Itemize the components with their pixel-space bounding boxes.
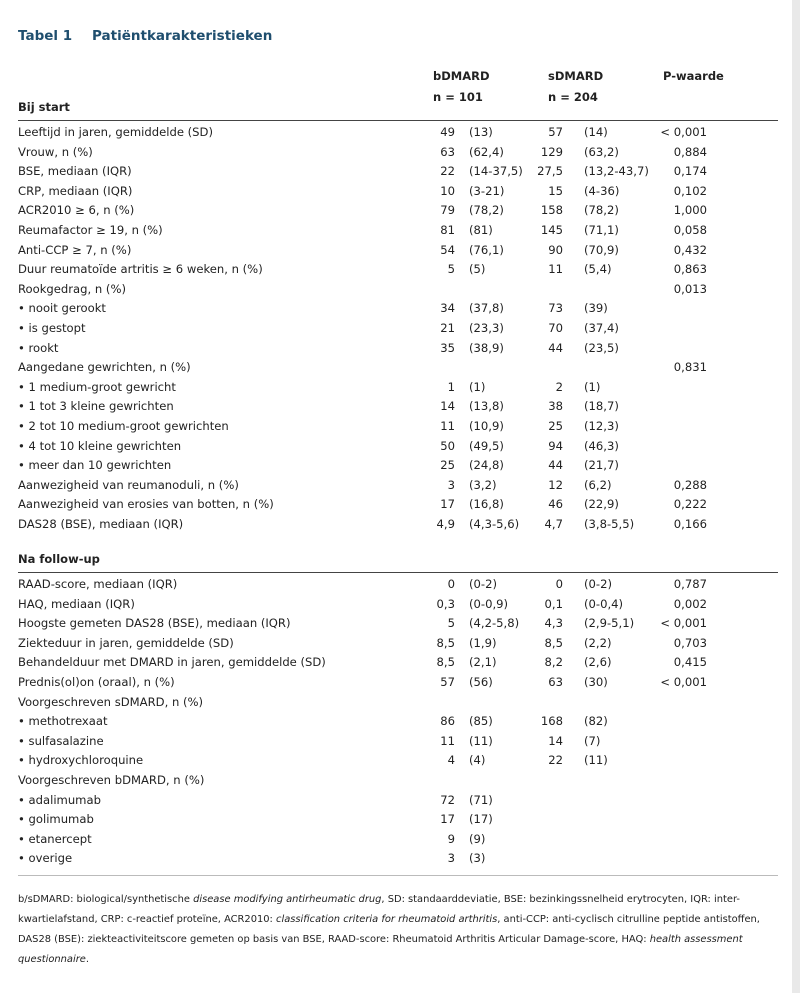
- row-label: Duur reumatoïde artritis ≥ 6 weken, n (%): [18, 262, 263, 277]
- row-label: • sulfasalazine: [18, 733, 104, 748]
- sdmard-value: 44: [548, 340, 563, 355]
- sdmard-value: 0: [555, 577, 563, 591]
- row-label: • 1 tot 3 kleine gewrichten: [18, 399, 174, 414]
- sdmard-value: 12: [548, 477, 563, 492]
- row-label: Anti-CCP ≥ 7, n (%): [18, 242, 132, 257]
- bdmard-value: 81: [440, 223, 455, 237]
- bdmard-percent: (3): [469, 851, 486, 866]
- sdmard-percent: (1): [584, 379, 601, 394]
- sdmard-percent: (0-2): [584, 577, 612, 591]
- row-label: • 4 tot 10 kleine gewrichten: [18, 438, 182, 453]
- bdmard-value: 17: [440, 497, 455, 512]
- table-row: [0, 773, 792, 793]
- section-divider: [18, 572, 778, 573]
- row-label: BSE, mediaan (IQR): [18, 164, 132, 179]
- row-label: Ziekteduur in jaren, gemiddelde (SD): [18, 635, 234, 650]
- bdmard-value: 4: [447, 753, 455, 768]
- bdmard-value: 63: [440, 144, 455, 159]
- row-label: • 1 medium-groot gewricht: [18, 379, 176, 394]
- row-label: Aanwezigheid van erosies van botten, n (%): [18, 497, 274, 512]
- table-row: [0, 636, 792, 656]
- table-title: [18, 28, 272, 44]
- section-title-followup: Na follow-up: [18, 552, 100, 566]
- bdmard-value: 0: [447, 577, 455, 591]
- sdmard-percent: (2,2): [584, 635, 612, 650]
- bdmard-percent: (13,8): [469, 399, 504, 414]
- table-row: [0, 851, 792, 871]
- p-value: 1,000: [673, 203, 707, 218]
- sdmard-percent: (37,4): [584, 321, 619, 335]
- bdmard-percent: (56): [469, 675, 493, 689]
- sdmard-percent: (18,7): [584, 399, 619, 414]
- sdmard-value: 168: [540, 714, 563, 729]
- bdmard-percent: (3-21): [469, 183, 505, 198]
- footnote-text: , SD: standaarddeviatie, BSE: bezinkingssnelheid erytrocyten, IQR: inter-kwartielafstand, CRP: c-reactief proteïne, ACR2010:: [18, 894, 740, 925]
- sdmard-percent: (82): [584, 714, 608, 729]
- table-row: [0, 282, 792, 302]
- table-row: [0, 695, 792, 715]
- sdmard-percent: (7): [584, 733, 601, 748]
- table-row: [0, 616, 792, 636]
- bdmard-value: 8,5: [436, 635, 455, 650]
- bdmard-value: 0,3: [436, 596, 455, 611]
- sdmard-value: 46: [548, 497, 563, 512]
- bdmard-value: 8,5: [436, 655, 455, 670]
- sdmard-value: 4,7: [544, 517, 563, 531]
- sdmard-percent: (3,8-5,5): [584, 517, 635, 531]
- row-label: • adalimumab: [18, 792, 101, 807]
- bdmard-percent: (37,8): [469, 301, 504, 316]
- p-value: 0,863: [673, 262, 707, 277]
- row-label: • golimumab: [18, 812, 94, 827]
- table-row: [0, 360, 792, 380]
- table-row: [0, 597, 792, 617]
- row-label: HAQ, mediaan (IQR): [18, 596, 135, 611]
- table-row: [0, 577, 792, 597]
- bdmard-percent: (13): [469, 125, 493, 139]
- sdmard-percent: (39): [584, 301, 608, 316]
- p-value: 0,013: [673, 281, 707, 296]
- bdmard-percent: (71): [469, 792, 493, 807]
- sdmard-percent: (22,9): [584, 497, 619, 512]
- table-row: [0, 655, 792, 675]
- sdmard-value: 57: [548, 125, 563, 139]
- column-header-pvalue: P-waarde: [663, 69, 724, 83]
- bdmard-value: 50: [440, 438, 455, 453]
- sdmard-value: 8,5: [544, 635, 563, 650]
- row-label: ACR2010 ≥ 6, n (%): [18, 203, 135, 218]
- bdmard-value: 49: [440, 125, 455, 139]
- sdmard-value: 63: [548, 675, 563, 689]
- sdmard-percent: (12,3): [584, 419, 619, 433]
- sdmard-percent: (14): [584, 125, 608, 139]
- bdmard-percent: (4,2-5,8): [469, 616, 520, 631]
- sdmard-percent: (5,4): [584, 262, 612, 277]
- table-row: [0, 223, 792, 243]
- bdmard-value: 5: [447, 262, 455, 277]
- row-label: • nooit gerookt: [18, 301, 106, 316]
- table-row: [0, 203, 792, 223]
- sdmard-percent: (71,1): [584, 223, 619, 237]
- row-label: • methotrexaat: [18, 714, 108, 729]
- p-value: 0,703: [673, 635, 707, 650]
- bdmard-percent: (5): [469, 262, 486, 277]
- page-edge: [792, 0, 800, 993]
- row-label: Aanwezigheid van reumanoduli, n (%): [18, 477, 239, 492]
- bdmard-percent: (14-37,5): [469, 164, 523, 179]
- sdmard-value: 15: [548, 183, 563, 198]
- column-header-sdmard-n: n = 204: [548, 90, 598, 104]
- bdmard-value: 11: [440, 733, 455, 748]
- bdmard-value: 3: [447, 477, 455, 492]
- row-label: • overige: [18, 851, 73, 866]
- column-header-bdmard-n: n = 101: [433, 90, 483, 104]
- p-value: 0,002: [673, 596, 707, 611]
- row-label: Rookgedrag, n (%): [18, 281, 126, 296]
- bdmard-percent: (38,9): [469, 340, 504, 355]
- bdmard-value: 3: [447, 851, 455, 866]
- row-label: Prednis(ol)on (oraal), n (%): [18, 675, 175, 689]
- table-row: [0, 301, 792, 321]
- row-label: DAS28 (BSE), mediaan (IQR): [18, 517, 184, 531]
- bdmard-value: 72: [440, 792, 455, 807]
- table-row: [0, 380, 792, 400]
- table-row: [0, 832, 792, 852]
- bdmard-percent: (81): [469, 223, 493, 237]
- sdmard-value: 38: [548, 399, 563, 414]
- bdmard-percent: (78,2): [469, 203, 504, 218]
- table-row: [0, 734, 792, 754]
- bdmard-percent: (0-0,9): [469, 596, 509, 611]
- sdmard-percent: (13,2-43,7): [584, 164, 649, 179]
- row-label: Vrouw, n (%): [18, 144, 93, 159]
- section-title-baseline: Bij start: [18, 100, 70, 114]
- sdmard-percent: (30): [584, 675, 608, 689]
- sdmard-value: 27,5: [537, 164, 563, 179]
- p-value: 0,102: [673, 183, 707, 198]
- sdmard-percent: (11): [584, 753, 608, 768]
- bdmard-value: 5: [447, 616, 455, 631]
- row-label: • rookt: [18, 340, 59, 355]
- column-header-bdmard: bDMARD: [433, 69, 490, 83]
- sdmard-value: 90: [548, 242, 563, 257]
- bdmard-percent: (76,1): [469, 242, 504, 257]
- p-value: 0,831: [673, 360, 707, 375]
- bdmard-percent: (9): [469, 831, 486, 846]
- p-value: 0,415: [673, 655, 707, 670]
- bdmard-value: 4,9: [436, 517, 455, 531]
- row-label: • etanercept: [18, 831, 92, 846]
- sdmard-value: 129: [540, 144, 563, 159]
- row-label: Leeftijd in jaren, gemiddelde (SD): [18, 125, 213, 139]
- sdmard-value: 94: [548, 438, 563, 453]
- table-row: [0, 714, 792, 734]
- p-value: 0,058: [673, 223, 707, 237]
- sdmard-percent: (70,9): [584, 242, 619, 257]
- table-row: [0, 478, 792, 498]
- bdmard-value: 21: [440, 321, 455, 335]
- row-label: Hoogste gemeten DAS28 (BSE), mediaan (IQR): [18, 616, 291, 631]
- sdmard-percent: (2,6): [584, 655, 612, 670]
- table-row: [0, 497, 792, 517]
- table-row: [0, 399, 792, 419]
- table-row: [0, 321, 792, 341]
- bdmard-percent: (10,9): [469, 419, 504, 433]
- table-row: [0, 184, 792, 204]
- row-label: CRP, mediaan (IQR): [18, 183, 133, 198]
- footnote-italic-text: health assessment questionnaire: [18, 934, 743, 965]
- bdmard-value: 79: [440, 203, 455, 218]
- footnote-italic-text: disease modifying antirheumatic drug: [193, 894, 382, 905]
- table-row: [0, 517, 792, 537]
- footnote-text: .: [85, 954, 89, 965]
- bdmard-value: 22: [440, 164, 455, 179]
- p-value: < 0,001: [660, 125, 707, 139]
- footnote: [18, 890, 778, 970]
- sdmard-value: 2: [555, 379, 563, 394]
- table-row: [0, 164, 792, 184]
- sdmard-value: 22: [548, 753, 563, 768]
- sdmard-value: 145: [540, 223, 563, 237]
- p-value: 0,787: [673, 577, 707, 591]
- sdmard-value: 14: [548, 733, 563, 748]
- bdmard-value: 17: [440, 812, 455, 827]
- row-label: RAAD-score, mediaan (IQR): [18, 577, 178, 591]
- bdmard-value: 57: [440, 675, 455, 689]
- sdmard-value: 73: [548, 301, 563, 316]
- table-row: [0, 458, 792, 478]
- row-label: Voorgeschreven bDMARD, n (%): [18, 773, 205, 787]
- p-value: 0,222: [673, 497, 707, 512]
- row-label: Reumafactor ≥ 19, n (%): [18, 223, 163, 237]
- sdmard-value: 8,2: [544, 655, 563, 670]
- table-row: [0, 793, 792, 813]
- sdmard-percent: (0-0,4): [584, 596, 624, 611]
- p-value: 0,432: [673, 242, 707, 257]
- bdmard-percent: (3,2): [469, 477, 497, 492]
- sdmard-value: 158: [540, 203, 563, 218]
- footnote-italic-text: classification criteria for rheumatoid arthritis: [276, 914, 498, 925]
- sdmard-value: 0,1: [544, 596, 563, 611]
- p-value: 0,174: [673, 164, 707, 179]
- footnote-divider: [18, 875, 778, 876]
- table-row: [0, 243, 792, 263]
- bdmard-value: 34: [440, 301, 455, 316]
- row-label: • hydroxychloroquine: [18, 753, 144, 768]
- table-row: [0, 262, 792, 282]
- table-row: [0, 439, 792, 459]
- bdmard-percent: (4,3-5,6): [469, 517, 520, 531]
- footnote-text: , anti-CCP: anti-cyclisch citrulline peptide antistoffen, DAS28 (BSE): ziekteactiviteitscore gemeten op basis van BSE, RAAD-score: Rheumatoid Arthritis Articular Damage-score, HAQ:: [18, 914, 760, 945]
- bdmard-percent: (0-2): [469, 577, 497, 591]
- bdmard-value: 35: [440, 340, 455, 355]
- table-row: [0, 419, 792, 439]
- table-row: [0, 145, 792, 165]
- row-label: Behandelduur met DMARD in jaren, gemiddelde (SD): [18, 655, 326, 670]
- sdmard-value: 11: [548, 262, 563, 277]
- row-label: • meer dan 10 gewrichten: [18, 458, 172, 473]
- row-label: • is gestopt: [18, 321, 86, 335]
- sdmard-percent: (46,3): [584, 438, 619, 453]
- bdmard-percent: (16,8): [469, 497, 504, 512]
- bdmard-value: 11: [440, 419, 455, 433]
- row-label: Aangedane gewrichten, n (%): [18, 360, 191, 375]
- sdmard-value: 70: [548, 321, 563, 335]
- bdmard-percent: (4): [469, 753, 486, 768]
- p-value: 0,288: [673, 477, 707, 492]
- sdmard-percent: (21,7): [584, 458, 619, 473]
- bdmard-percent: (2,1): [469, 655, 497, 670]
- bdmard-value: 1: [447, 379, 455, 394]
- table-row: [0, 753, 792, 773]
- bdmard-percent: (49,5): [469, 438, 504, 453]
- column-header-sdmard: sDMARD: [548, 69, 604, 83]
- row-label: • 2 tot 10 medium-groot gewrichten: [18, 419, 229, 433]
- bdmard-percent: (62,4): [469, 144, 504, 159]
- table-row: [0, 341, 792, 361]
- footnote-text: b/sDMARD: biological/synthetische: [18, 894, 194, 905]
- p-value: < 0,001: [660, 675, 707, 689]
- table-caption: Patiëntkarakteristieken: [92, 28, 273, 44]
- sdmard-value: 25: [548, 419, 563, 433]
- bdmard-percent: (24,8): [469, 458, 504, 473]
- bdmard-percent: (23,3): [469, 321, 504, 335]
- p-value: < 0,001: [660, 616, 707, 631]
- p-value: 0,884: [673, 144, 707, 159]
- table-number: Tabel 1: [18, 28, 73, 44]
- p-value: 0,166: [673, 517, 707, 531]
- bdmard-value: 86: [440, 714, 455, 729]
- sdmard-percent: (78,2): [584, 203, 619, 218]
- table-row: [0, 125, 792, 145]
- bdmard-value: 9: [447, 831, 455, 846]
- sdmard-percent: (63,2): [584, 144, 619, 159]
- bdmard-value: 54: [440, 242, 455, 257]
- row-label: Voorgeschreven sDMARD, n (%): [18, 694, 204, 709]
- table-row: [0, 812, 792, 832]
- bdmard-value: 10: [440, 183, 455, 198]
- bdmard-percent: (85): [469, 714, 493, 729]
- sdmard-percent: (6,2): [584, 477, 612, 492]
- section-divider: [18, 120, 778, 121]
- bdmard-percent: (11): [469, 733, 493, 748]
- sdmard-value: 44: [548, 458, 563, 473]
- table-row: [0, 675, 792, 695]
- sdmard-percent: (2,9-5,1): [584, 616, 635, 631]
- bdmard-value: 25: [440, 458, 455, 473]
- bdmard-percent: (1): [469, 379, 486, 394]
- bdmard-percent: (17): [469, 812, 493, 827]
- sdmard-percent: (23,5): [584, 340, 619, 355]
- bdmard-percent: (1,9): [469, 635, 497, 650]
- sdmard-value: 4,3: [544, 616, 563, 631]
- sdmard-percent: (4-36): [584, 183, 620, 198]
- bdmard-value: 14: [440, 399, 455, 414]
